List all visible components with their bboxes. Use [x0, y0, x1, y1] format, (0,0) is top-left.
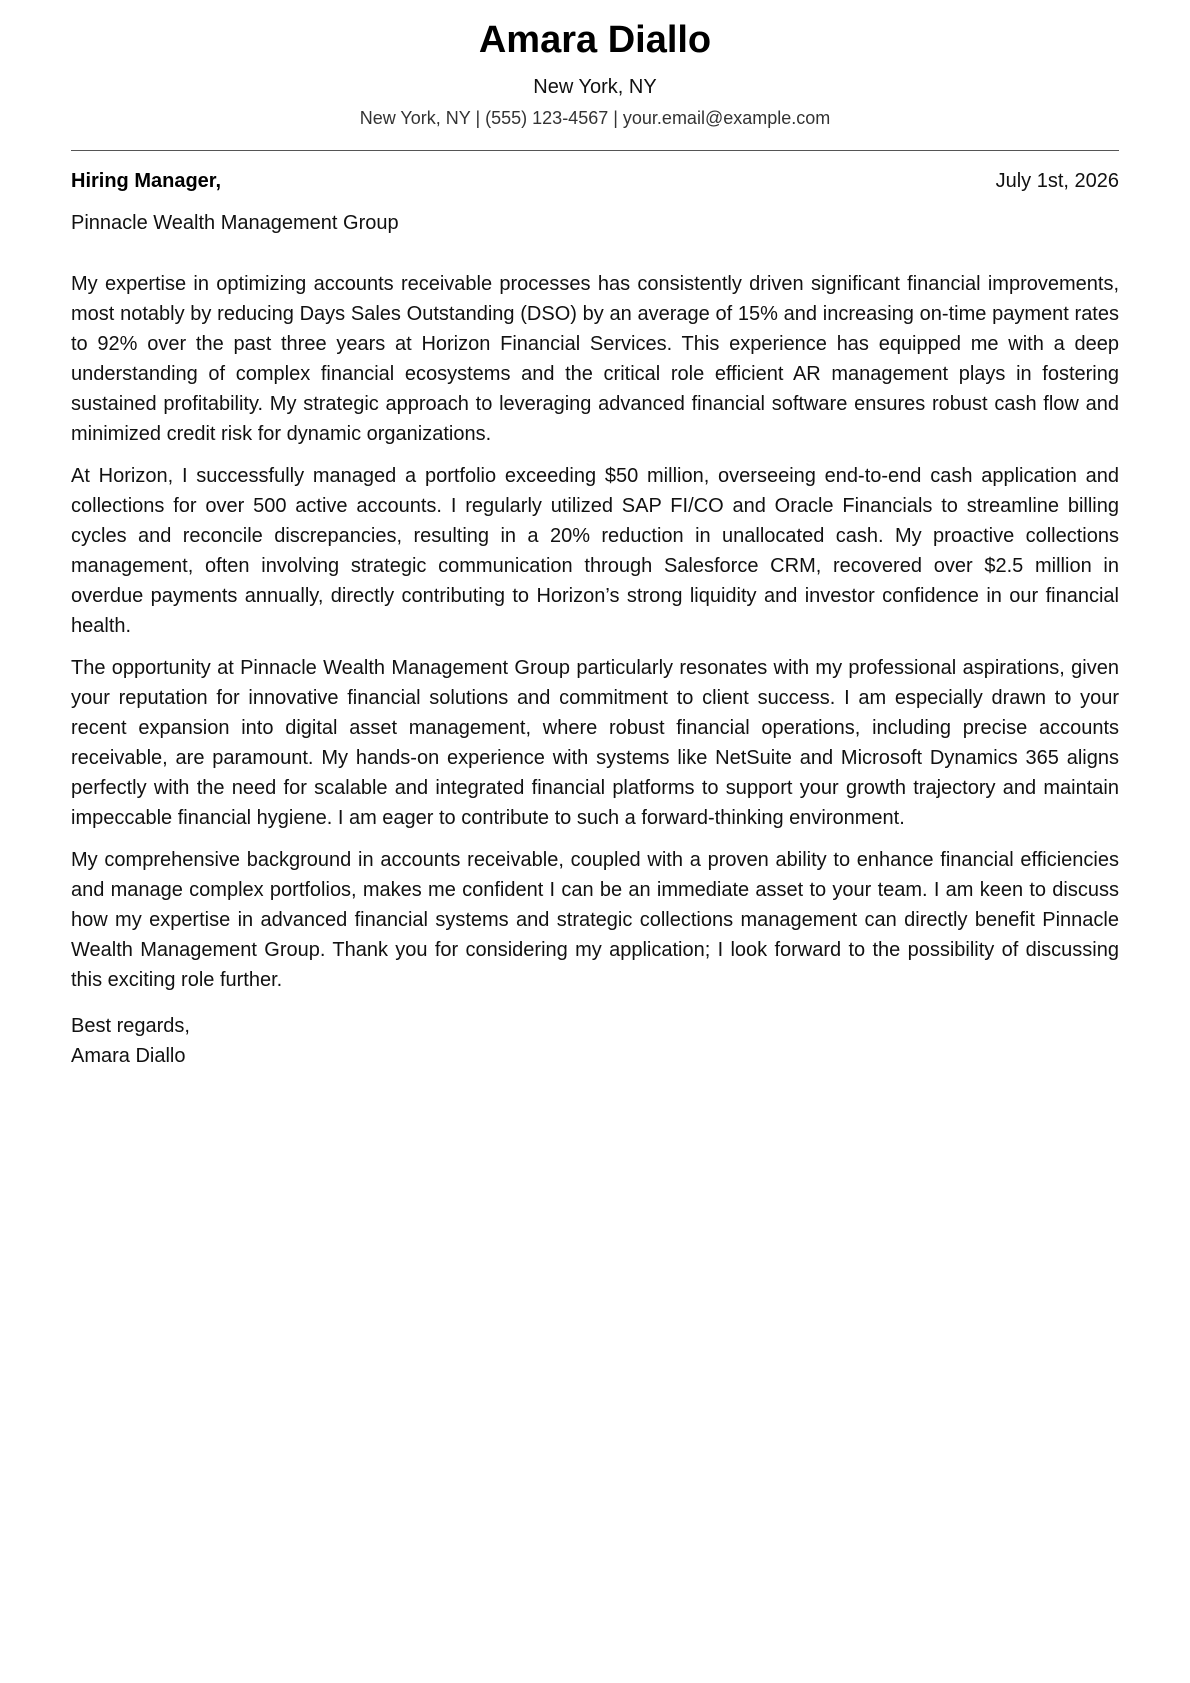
body-paragraph-4: My comprehensive background in accounts receivable, coupled with a proven ability to enhance financial efficiencies and manage complex portfolios, makes me confident I can be an immediate asset to your team. I am keen to discuss how my expertise in advanced financial systems and strategic collections management can directly benefit Pinnacle Wealth Management Group. Thank you for considering my application; I look forward to the possibility of discussing this exciting role further.	[71, 849, 1119, 991]
letter-header	[71, 0, 1119, 130]
applicant-name: Amara Diallo	[478, 19, 712, 61]
letter-body	[71, 269, 1119, 995]
closing-phrase: Best regards,	[71, 1015, 190, 1037]
letter-closing	[71, 1011, 1119, 1071]
body-paragraph-3: The opportunity at Pinnacle Wealth Management Group particularly resonates with my professional aspirations, given your reputation for innovative financial solutions and commitment to client success. I am especially drawn to your recent expansion into digital asset management, where robust financial operations, including precise accounts receivable, are paramount. My hands-on experience with systems like NetSuite and Microsoft Dynamics 365 aligns perfectly with the need for scalable and integrated financial platforms to support your growth trajectory and maintain impeccable financial hygiene. I am eager to contribute to such a forward-thinking environment.	[71, 657, 1119, 829]
recipient-salutation: Hiring Manager,	[71, 170, 222, 192]
body-paragraph-2: At Horizon, I successfully managed a portfolio exceeding $50 million, overseeing end-to-end cash application and collections for over 500 active accounts. I regularly utilized SAP FI/CO and Oracle Financials to streamline billing cycles and reconcile discrepancies, resulting in a 20% reduction in unallocated cash. My proactive collections management, often involving strategic communication through Salesforce CRM, recovered over $2.5 million in overdue payments annually, directly contributing to Horizon’s strong liquidity and investor confidence in our financial health.	[71, 465, 1119, 637]
applicant-location: New York, NY	[533, 76, 657, 98]
letter-date: July 1st, 2026	[995, 170, 1119, 192]
recipient-date-row	[71, 167, 1119, 195]
signature-name: Amara Diallo	[71, 1045, 186, 1067]
body-paragraph-1: My expertise in optimizing accounts receivable processes has consistently driven significant financial improvements, most notably by reducing Days Sales Outstanding (DSO) by an average of 15% and increasing on-time payment rates to 92% over the past three years at Horizon Financial Services. This experience has equipped me with a deep understanding of complex financial ecosystems and the critical role efficient AR management plays in fostering sustained profitability. My strategic approach to leveraging advanced financial software ensures robust cash flow and minimized credit risk for dynamic organizations.	[71, 273, 1119, 445]
recipient-company: Pinnacle Wealth Management Group	[71, 212, 399, 234]
header-divider	[71, 150, 1119, 151]
contact-line: New York, NY | (555) 123-4567 | your.email@example.com	[359, 108, 831, 128]
